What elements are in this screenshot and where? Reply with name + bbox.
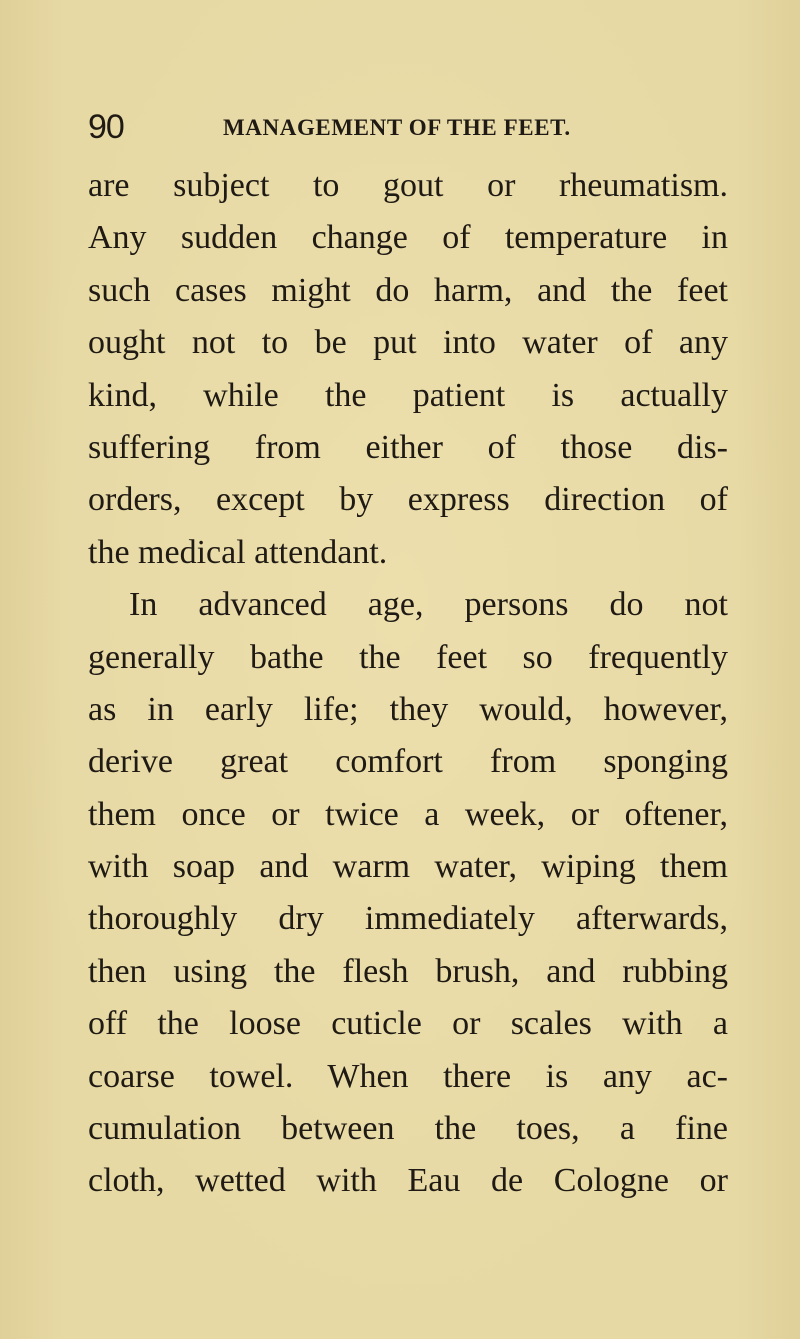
text-line: then using the flesh brush, and rubbing <box>88 952 728 990</box>
text-line: suffering from either of those dis- <box>88 428 728 466</box>
running-title: MANAGEMENT OF THE FEET. <box>223 115 571 140</box>
text-line: thoroughly dry immediately afterwards, <box>88 900 728 938</box>
text-line: off the loose cuticle or scales with a <box>88 1005 728 1043</box>
text-line: orders, except by express direction of <box>88 481 728 519</box>
text-line: coarse towel. When there is any ac- <box>88 1057 728 1095</box>
text-line: Any sudden change of temperature in <box>88 219 728 257</box>
text-line: as in early life; they would, however, <box>88 690 728 728</box>
text-line: them once or twice a week, or oftener, <box>88 795 728 833</box>
page-number: 90 <box>88 108 124 146</box>
text-line: cloth, wetted with Eau de Cologne or <box>88 1162 728 1200</box>
body-text <box>88 160 728 1208</box>
text-line: ought not to be put into water of any <box>88 324 728 362</box>
text-line: cumulation between the toes, a fine <box>88 1110 728 1148</box>
text-line: kind, while the patient is actually <box>88 376 728 414</box>
text-line: In advanced age, persons do not <box>129 586 728 624</box>
text-line: the medical attendant. <box>88 533 388 571</box>
text-line: generally bathe the feet so frequently <box>88 638 728 676</box>
text-line: derive great comfort from sponging <box>88 743 728 781</box>
text-line: with soap and warm water, wiping them <box>88 848 728 886</box>
page-header <box>88 107 728 147</box>
text-line: such cases might do harm, and the feet <box>88 271 728 309</box>
text-line: are subject to gout or rheumatism. <box>88 167 728 204</box>
